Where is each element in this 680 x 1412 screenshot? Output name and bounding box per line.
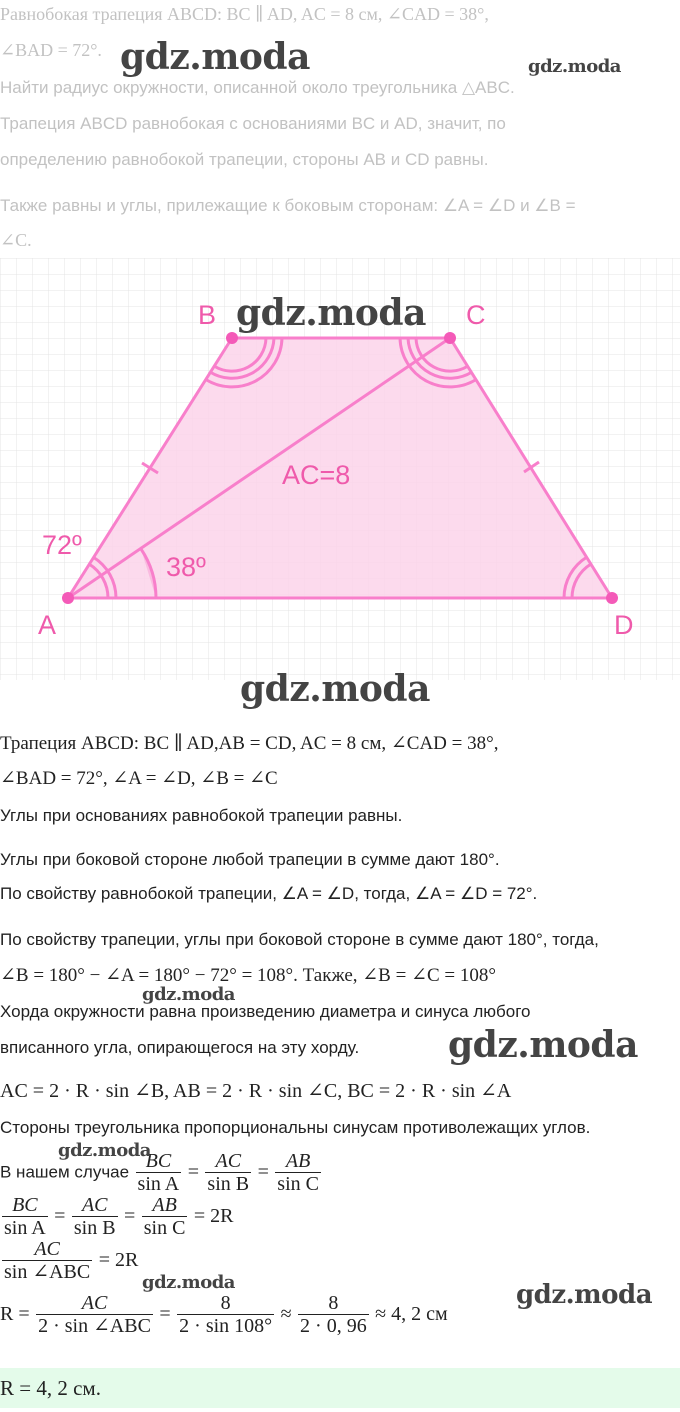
label-angle-38: 38º xyxy=(166,552,206,582)
chord-formulas: AC = 2 · R · sin ∠B, AB = 2 · R · sin ∠C, BC = 2 · R · sin ∠A xyxy=(0,1080,512,1102)
problem-line-5: определению равнобокой трапеции, стороны AB и CD равны. xyxy=(0,150,489,169)
problem-line-4: Трапеция ABCD равнобокая с основаниями BC и AD, значит, по xyxy=(0,114,506,133)
law-of-sines-row: $\frac{BC}{\text{sin A}}$ = $\frac{AC}{\text{sin B}}$ = $\frac{AB}{\text{sin C}}$ = 2R xyxy=(4,1194,234,1239)
problem-line-6: Также равны и углы, прилежащие к боковым сторонам: ∠A = ∠D и ∠B = xyxy=(0,196,576,215)
statement-9: Стороны треугольника пропорциональны синусам противолежащих углов. xyxy=(0,1118,591,1137)
fraction-ac: $\frac{AC}{\text{sin B}}$ xyxy=(207,1150,250,1195)
watermark: gdz.moda xyxy=(516,1280,653,1310)
statement-3: По свойству равнобокой трапеции, ∠A = ∠D, тогда, ∠A = ∠D = 72°. xyxy=(0,884,538,903)
answer-box xyxy=(0,1368,680,1408)
label-d: D xyxy=(614,610,634,640)
answer-text: R = 4, 2 см. xyxy=(0,1376,101,1400)
label-ac-length: AC=8 xyxy=(282,460,351,490)
label-c: C xyxy=(466,300,486,330)
statement-7: вписанного угла, опирающегося на эту хорду. xyxy=(0,1038,360,1057)
case-row: В нашем случае $\frac{BC}{\text{sin A}}$ = $\frac{AC}{\text{sin B}}$ = $\frac{AB}{\text{sin C}}$ xyxy=(0,1150,319,1195)
point-c xyxy=(444,332,456,344)
problem-line-1: Равнобокая трапеция ABCD: BC ∥ AD, AC = 8 см, ∠CAD = 38°, xyxy=(0,4,489,24)
watermark: gdz.moda xyxy=(528,56,621,77)
statement-6: Хорда окружности равна произведению диаметра и синуса любого xyxy=(0,1002,531,1021)
watermark: gdz.moda xyxy=(142,1272,235,1293)
statement-4: По свойству трапеции, углы при боковой стороне в сумме дают 180°, тогда, xyxy=(0,930,599,949)
case-label: В нашем случае xyxy=(0,1162,130,1182)
radius-computation-row: R = $\frac{AC}{\text{2 · sin ∠ABC}}$ = $\frac{8}{2 \cdot \sin 108^\circ}$ ≈ $\frac{8}{2 \cdot 0, 96}$ ≈ 4, 2 см xyxy=(0,1292,448,1337)
point-a xyxy=(62,592,74,604)
statement-1: Углы при основаниях равнобокой трапеции равны. xyxy=(0,806,403,825)
problem-question: Найти радиус окружности, описанной около треугольника △ABC. xyxy=(0,78,515,97)
given-line-2: ∠BAD = 72°, ∠A = ∠D, ∠B = ∠C xyxy=(0,768,278,789)
statement-2: Углы при боковой стороне любой трапеции в сумме дают 180°. xyxy=(0,850,500,869)
fraction-ab: $\frac{AB}{\text{sin C}}$ xyxy=(277,1150,319,1195)
problem-line-7: ∠C. xyxy=(0,230,32,250)
watermark: gdz.moda xyxy=(120,36,310,78)
point-d xyxy=(606,592,618,604)
watermark: gdz.moda xyxy=(58,1140,151,1161)
watermark: gdz.moda xyxy=(240,668,430,710)
label-b: B xyxy=(198,300,217,330)
given-line-1: Трапеция ABCD: BC ∥ AD,AB = CD, AC = 8 см, ∠CAD = 38°, xyxy=(0,733,499,754)
ac-over-sin-row: $\frac{AC}{\text{sin ∠ABC}}$ = 2R xyxy=(4,1238,139,1283)
watermark: gdz.moda xyxy=(236,292,426,334)
statement-5: ∠B = 180° − ∠A = 180° − 72° = 108°. Также, ∠B = ∠C = 108° xyxy=(0,965,496,986)
watermark: gdz.moda xyxy=(142,984,235,1005)
problem-line-2: ∠BAD = 72°. xyxy=(0,40,102,60)
label-a: A xyxy=(38,610,57,640)
label-angle-72: 72º xyxy=(42,530,82,560)
watermark: gdz.moda xyxy=(448,1024,638,1066)
fraction-bc: $\frac{BC}{\text{sin A}}$ xyxy=(137,1150,180,1195)
